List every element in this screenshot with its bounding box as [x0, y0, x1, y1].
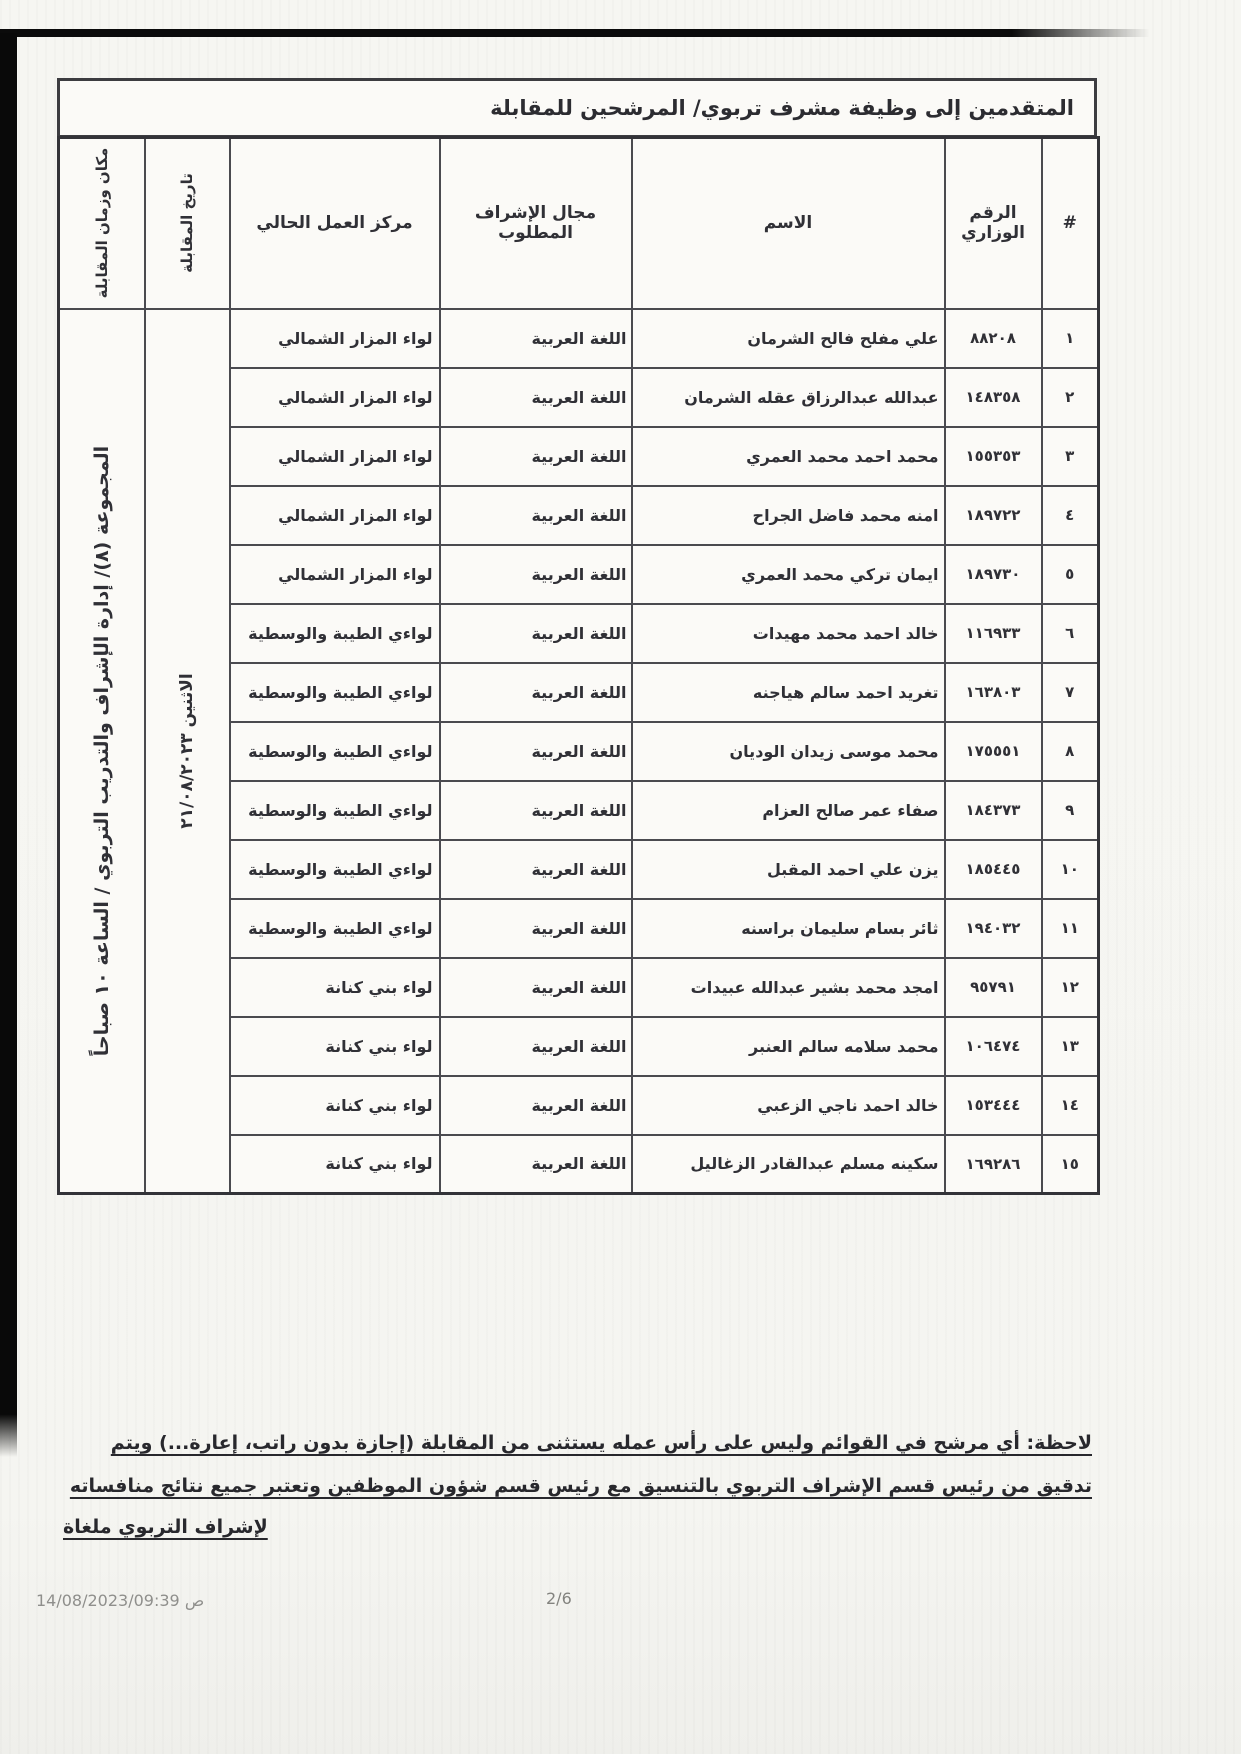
cell-index: ١ — [1042, 309, 1099, 368]
cell-index: ١٠ — [1042, 840, 1099, 899]
cell-work-center: لواء بني كنانة — [230, 1076, 440, 1135]
interview-place-cell — [59, 309, 145, 1194]
cell-supervision-field: اللغة العربية — [440, 309, 632, 368]
interview-date-text: الاثنين ٢١/٠٨/٢٠٢٣ — [177, 673, 197, 829]
header-interview-place-label: مكان وزمان المقابلة — [92, 147, 111, 299]
print-timestamp: 14/08/2023/09:39 ص — [36, 1591, 205, 1610]
cell-index: ٧ — [1042, 663, 1099, 722]
cell-work-center: لواء بني كنانة — [230, 1135, 440, 1194]
cell-ministry-number: ١٦٩٢٨٦ — [945, 1135, 1042, 1194]
cell-supervision-field: اللغة العربية — [440, 840, 632, 899]
interview-place-text: المجموعة (٨)/ إدارة الإشراف والتدريب التربوي / الساعة ١٠ صباحاً — [90, 445, 113, 1056]
cell-name: تغريد احمد سالم هياجنه — [632, 663, 945, 722]
scan-edge-artifact-left — [0, 33, 17, 1457]
cell-supervision-field: اللغة العربية — [440, 486, 632, 545]
footer-note-line-1: لاحظة: أي مرشح في القوائم وليس على رأس عمله يستثنى من المقابلة (إجازة بدون راتب، إعارة...) ويتم — [110, 1432, 1092, 1454]
header-interview-date-label: تاريخ المقابلة — [178, 173, 196, 274]
cell-ministry-number: ١٠٦٤٧٤ — [945, 1017, 1042, 1076]
cell-index: ٤ — [1042, 486, 1099, 545]
cell-supervision-field: اللغة العربية — [440, 663, 632, 722]
cell-index: ٩ — [1042, 781, 1099, 840]
scan-edge-artifact-top — [0, 29, 1150, 37]
page-number: 2/6 — [546, 1589, 572, 1608]
cell-ministry-number: ١١٦٩٣٣ — [945, 604, 1042, 663]
header-index: # — [1042, 138, 1099, 309]
cell-work-center: لواءي الطيبة والوسطية — [230, 781, 440, 840]
cell-supervision-field: اللغة العربية — [440, 722, 632, 781]
table-header-row — [59, 138, 1099, 309]
header-supervision-field: مجال الإشراف المطلوب — [440, 138, 632, 309]
cell-index: ٢ — [1042, 368, 1099, 427]
cell-name: صفاء عمر صالح العزام — [632, 781, 945, 840]
cell-ministry-number: ١٥٣٤٤٤ — [945, 1076, 1042, 1135]
cell-work-center: لواء المزار الشمالي — [230, 309, 440, 368]
table-body — [59, 309, 1099, 1194]
header-ministry-number: الرقم الوزاري — [945, 138, 1042, 309]
cell-work-center: لواء بني كنانة — [230, 958, 440, 1017]
cell-supervision-field: اللغة العربية — [440, 1076, 632, 1135]
cell-supervision-field: اللغة العربية — [440, 781, 632, 840]
cell-name: علي مفلح فالح الشرمان — [632, 309, 945, 368]
cell-supervision-field: اللغة العربية — [440, 958, 632, 1017]
cell-name: خالد احمد محمد مهيدات — [632, 604, 945, 663]
header-work-center: مركز العمل الحالي — [230, 138, 440, 309]
cell-ministry-number: ١٩٤٠٣٢ — [945, 899, 1042, 958]
cell-name: خالد احمد ناجي الزعبي — [632, 1076, 945, 1135]
cell-index: ١٤ — [1042, 1076, 1099, 1135]
cell-name: عبدالله عبدالرزاق عقله الشرمان — [632, 368, 945, 427]
cell-work-center: لواء المزار الشمالي — [230, 545, 440, 604]
cell-ministry-number: ٨٨٢٠٨ — [945, 309, 1042, 368]
cell-ministry-number: ١٨٩٧٣٠ — [945, 545, 1042, 604]
cell-work-center: لواءي الطيبة والوسطية — [230, 840, 440, 899]
header-interview-place — [59, 138, 145, 309]
cell-work-center: لواء المزار الشمالي — [230, 427, 440, 486]
document-title-box — [57, 78, 1097, 138]
cell-index: ٥ — [1042, 545, 1099, 604]
cell-index: ٣ — [1042, 427, 1099, 486]
cell-name: امنه محمد فاضل الجراح — [632, 486, 945, 545]
cell-work-center: لواءي الطيبة والوسطية — [230, 899, 440, 958]
cell-ministry-number: ١٨٩٧٢٢ — [945, 486, 1042, 545]
page-title: المتقدمين إلى وظيفة مشرف تربوي/ المرشحين للمقابلة — [490, 96, 1074, 120]
candidates-table — [57, 136, 1100, 1195]
cell-name: ايمان تركي محمد العمري — [632, 545, 945, 604]
cell-name: سكينه مسلم عبدالقادر الزغاليل — [632, 1135, 945, 1194]
cell-supervision-field: اللغة العربية — [440, 1135, 632, 1194]
cell-supervision-field: اللغة العربية — [440, 545, 632, 604]
cell-supervision-field: اللغة العربية — [440, 368, 632, 427]
cell-supervision-field: اللغة العربية — [440, 604, 632, 663]
cell-index: ١٥ — [1042, 1135, 1099, 1194]
cell-work-center: لواءي الطيبة والوسطية — [230, 604, 440, 663]
cell-ministry-number: ١٥٥٣٥٣ — [945, 427, 1042, 486]
cell-index: ٨ — [1042, 722, 1099, 781]
cell-work-center: لواء المزار الشمالي — [230, 368, 440, 427]
cell-supervision-field: اللغة العربية — [440, 1017, 632, 1076]
cell-index: ١٣ — [1042, 1017, 1099, 1076]
cell-name: محمد احمد محمد العمري — [632, 427, 945, 486]
cell-work-center: لواء بني كنانة — [230, 1017, 440, 1076]
cell-ministry-number: ١٨٥٤٤٥ — [945, 840, 1042, 899]
cell-name: محمد سلامه سالم العنبر — [632, 1017, 945, 1076]
cell-ministry-number: ٩٥٧٩١ — [945, 958, 1042, 1017]
cell-index: ٦ — [1042, 604, 1099, 663]
footer-note-line-2: تدقيق من رئيس قسم الإشراف التربوي بالتنسيق مع رئيس قسم شؤون الموظفين وتعتبر جميع نتائج منافساته — [69, 1475, 1092, 1497]
cell-ministry-number: ١٧٥٥٥١ — [945, 722, 1042, 781]
cell-work-center: لواء المزار الشمالي — [230, 486, 440, 545]
cell-name: يزن علي احمد المقبل — [632, 840, 945, 899]
footer-note-line-3: لإشراف التربوي ملغاة — [63, 1516, 268, 1538]
cell-supervision-field: اللغة العربية — [440, 427, 632, 486]
cell-index: ١١ — [1042, 899, 1099, 958]
header-name: الاسم — [632, 138, 945, 309]
cell-work-center: لواءي الطيبة والوسطية — [230, 663, 440, 722]
cell-name: ثائر بسام سليمان براسنه — [632, 899, 945, 958]
table-row — [59, 309, 1099, 368]
cell-supervision-field: اللغة العربية — [440, 899, 632, 958]
cell-index: ١٢ — [1042, 958, 1099, 1017]
cell-ministry-number: ١٨٤٣٧٣ — [945, 781, 1042, 840]
cell-name: امجد محمد بشير عبدالله عبيدات — [632, 958, 945, 1017]
header-interview-date — [145, 138, 230, 309]
cell-ministry-number: ١٤٨٣٥٨ — [945, 368, 1042, 427]
cell-work-center: لواءي الطيبة والوسطية — [230, 722, 440, 781]
interview-date-cell — [145, 309, 230, 1194]
cell-ministry-number: ١٦٣٨٠٣ — [945, 663, 1042, 722]
cell-name: محمد موسى زيدان الوديان — [632, 722, 945, 781]
